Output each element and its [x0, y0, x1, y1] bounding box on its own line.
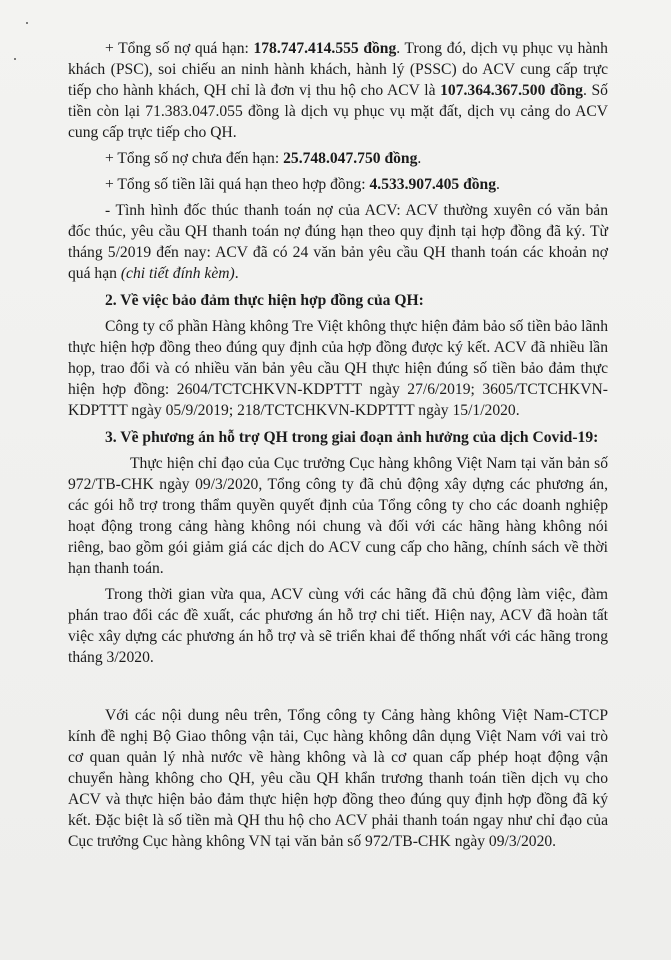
paragraph-gap — [68, 673, 608, 705]
section-3-heading: 3. Về phương án hỗ trợ QH trong giai đoạn ảnh hưởng của dịch Covid-19: — [105, 429, 599, 446]
not-due-debt-line: + Tổng số nợ chưa đến hạn: 25.748.047.750 đồng. — [105, 150, 422, 167]
section-2-heading: 2. Về việc bảo đảm thực hiện hợp đồng của QH: — [105, 292, 424, 309]
section-3-paragraph-1: Thực hiện chỉ đạo của Cục trưởng Cục hàng không Việt Nam tại văn bản số 972/TB-CHK ngày 09/3/2020, Tổng công ty đã chủ động xây dựng các phương án, các gói hỗ trợ trong thẩm quyền quyết định của Tổng công ty cho các doanh nghiệp hoạt động trong cảng hàng không nói chung và đối với các hãng hàng không nói riêng, bao gồm gói giảm giá các dịch do ACV cung cấp cho hãng, chính sách về thời hạn thanh toán. — [68, 455, 608, 577]
section-3-paragraph-2: Trong thời gian vừa qua, ACV cùng với các hãng đã chủ động làm việc, đàm phán trao đổi các đề xuất, các phương án hỗ trợ chi tiết. Hiện nay, ACV đã hoàn tất việc xây dựng các phương án hỗ trợ và sẽ triển khai để thống nhất với các hãng trong tháng 3/2020. — [68, 586, 608, 666]
debt-reminder-paragraph: - Tình hình đốc thúc thanh toán nợ của ACV: ACV thường xuyên có văn bản đốc thúc, yêu cầu QH thanh toán nợ đúng hạn theo quy định tại hợp đồng đã ký. Từ tháng 5/2019 đến nay: ACV đã có 24 văn bản yêu cầu QH thanh toán các khoản nợ quá hạn (chi tiết đính kèm). — [68, 202, 608, 282]
late-interest-line: + Tổng số tiền lãi quá hạn theo hợp đồng: 4.533.907.405 đồng. — [105, 176, 500, 193]
conclusion-paragraph: Với các nội dung nêu trên, Tổng công ty Cảng hàng không Việt Nam-CTCP kính đề nghị Bộ Giao thông vận tải, Cục hàng không dân dụng Việt Nam với vai trò cơ quan quản lý nhà nước về hàng không và là cơ quan cấp phép hoạt động vận chuyển hàng không cho QH, yêu cầu QH khẩn trương thanh toán tiền dịch vụ cho ACV và thực hiện bảo đảm thực hiện hợp đồng theo đúng quy định hợp đồng đã ký kết. Đặc biệt là số tiền mà QH thu hộ cho ACV phải thanh toán ngay như chỉ đạo của Cục trưởng Cục hàng không VN tại văn bản số 972/TB-CHK ngày 09/3/2020. — [68, 707, 608, 850]
scan-speck — [14, 58, 16, 60]
document-body — [68, 38, 608, 857]
section-2-paragraph: Công ty cổ phần Hàng không Tre Việt không thực hiện đảm bảo số tiền bảo lãnh thực hiện hợp đồng theo đúng quy định của hợp đồng được ký kết. ACV đã nhiều lần họp, trao đổi và có nhiều văn bản yêu cầu QH thực hiện đúng số tiền bảo đảm thực hiện hợp đồng: 2604/TCTCHKVN-KDPTTT ngày 27/6/2019; 3605/TCTCHKVN-KDPTTT ngày 05/9/2019; 218/TCTCHKVN-KDPTTT ngày 15/1/2020. — [68, 318, 608, 419]
overdue-debt-paragraph: + Tổng số nợ quá hạn: 178.747.414.555 đồng. Trong đó, dịch vụ phục vụ hành khách (PSC), soi chiếu an ninh hành khách, hành lý (PSSC) do ACV cung cấp trực tiếp cho hành khách, QH chỉ là đơn vị thu hộ cho ACV là 107.364.367.500 đồng. Số tiền còn lại 71.383.047.055 đồng là dịch vụ phục vụ mặt đất, dịch vụ cảng do ACV cung cấp trực tiếp cho QH. — [68, 40, 608, 141]
scan-speck — [26, 22, 28, 24]
